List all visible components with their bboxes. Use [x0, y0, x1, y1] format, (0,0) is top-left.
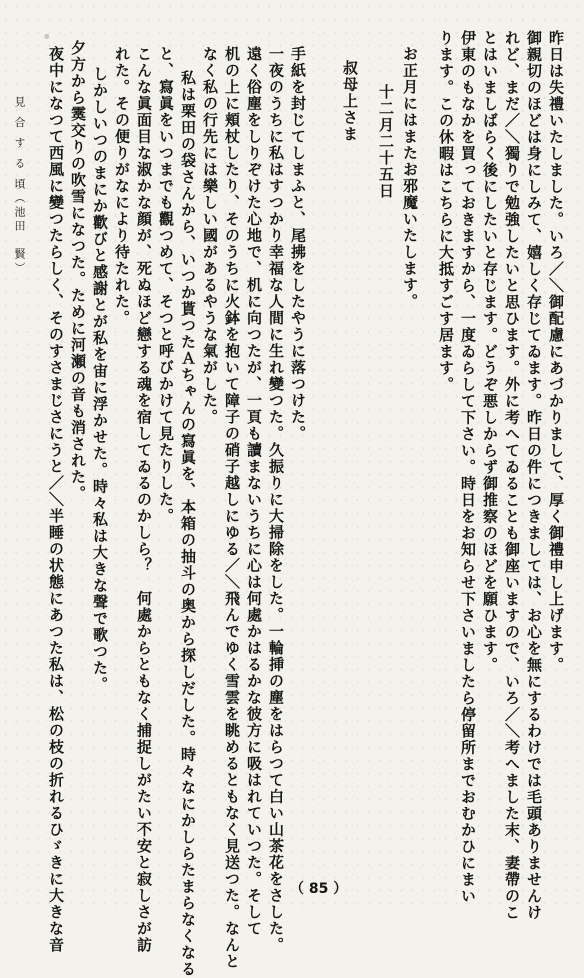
text-column-18: れた。その便りがなにより待たれた。: [113, 46, 131, 327]
text-column-12: 遠く俗塵をしりぞけた心地で、机に向つたが、一頁も讀まないうちに心は何處かはるかな彼方に吸はれていつた。そして: [245, 46, 263, 937]
text-column-21: 夜中になつて西風に變つたらしく、そのすさまじさにうと／＼半睡の状態にあつた私は、松の枝の折れるひゞきに大きな音: [47, 46, 65, 954]
page-number: （ 85 ）: [290, 881, 348, 897]
text-column-17: こんな眞面目な淑かな顔が、死ぬほど戀する魂を宿してゐるのかしら？ 何處からともなく捕捉しがたい不安と寂しさが訪: [135, 46, 153, 954]
text-column-10: 手紙を封じてしまふと、尾拂をしたやうに落つけた。: [289, 46, 307, 442]
text-column-19: しかしいつのまにか歡びと感謝とが私を宙に浮かせた。時々私は大きな聲で歌つた。: [91, 66, 109, 693]
text-column-6: ります。この休暇はこちらに大抵すごす居ます。: [437, 30, 455, 393]
text-column-8: 十二月二十五日: [377, 84, 395, 200]
text-column-13: 机の上に頬杖したり、そのうちに火鉢を抱いて障子の硝子越しにゆる／＼飛んでゆく雪雲を眺めるともなく見送つた。なんと: [223, 46, 241, 970]
text-column-15: 私は栗田の袋さんから、いつか貰つたＡちゃんの寫眞を、本箱の抽斗の奥から探しだした。時々なにかしらたまらなくなる: [179, 70, 197, 978]
text-column-9: 叔母上さま: [341, 60, 359, 143]
text-column-4: とはいましばらく後にしたいと存じます。どうぞ悪しからず御推察のほどを願ひます。: [481, 30, 499, 674]
text-column-5: 伊東のもなかを買っておきますから、一度ゐらして下さい。時日をお知らせ下さいましたら停留所までおむかひにまい: [459, 30, 477, 905]
text-column-1: 昨日は失禮いたしました。いろ／＼御配慮にあづかりまして、厚く御禮申し上げます。: [547, 30, 565, 674]
text-column-3: れど、まだ／＼獨りで勉強したいと思ひます。外に考へてゐることも御座いますので、いろ／＼考へました末、妻帶のこ: [503, 30, 521, 921]
text-column-16: と、寫眞をいつまでも觀つめて、そつと呼びかけて見たりした。: [157, 46, 175, 525]
footer-author-line: 見 合 す る 頃（池田 賢）: [13, 96, 26, 276]
text-column-7: お正月にはまたお邪魔いたします。: [401, 46, 419, 310]
text-column-11: 一夜のうちに私はすつかり幸福な人間に生れ變つた。久振りに大掃除をした。一輪挿の塵をはらつて白い山茶花をさした。: [267, 46, 285, 954]
text-column-14: なく私の行先には樂しい國があるやうな氣がした。: [201, 46, 219, 426]
text-column-2: 御親切のほどは身にしみて、嬉しく存じてゐます。昨日の件につきましては、お心を無にするわけでは毛頭ありませんけ: [525, 30, 543, 921]
text-column-20: 夕方から霙交りの吹雪になつた。ために河瀬の音も消された。: [69, 40, 87, 502]
